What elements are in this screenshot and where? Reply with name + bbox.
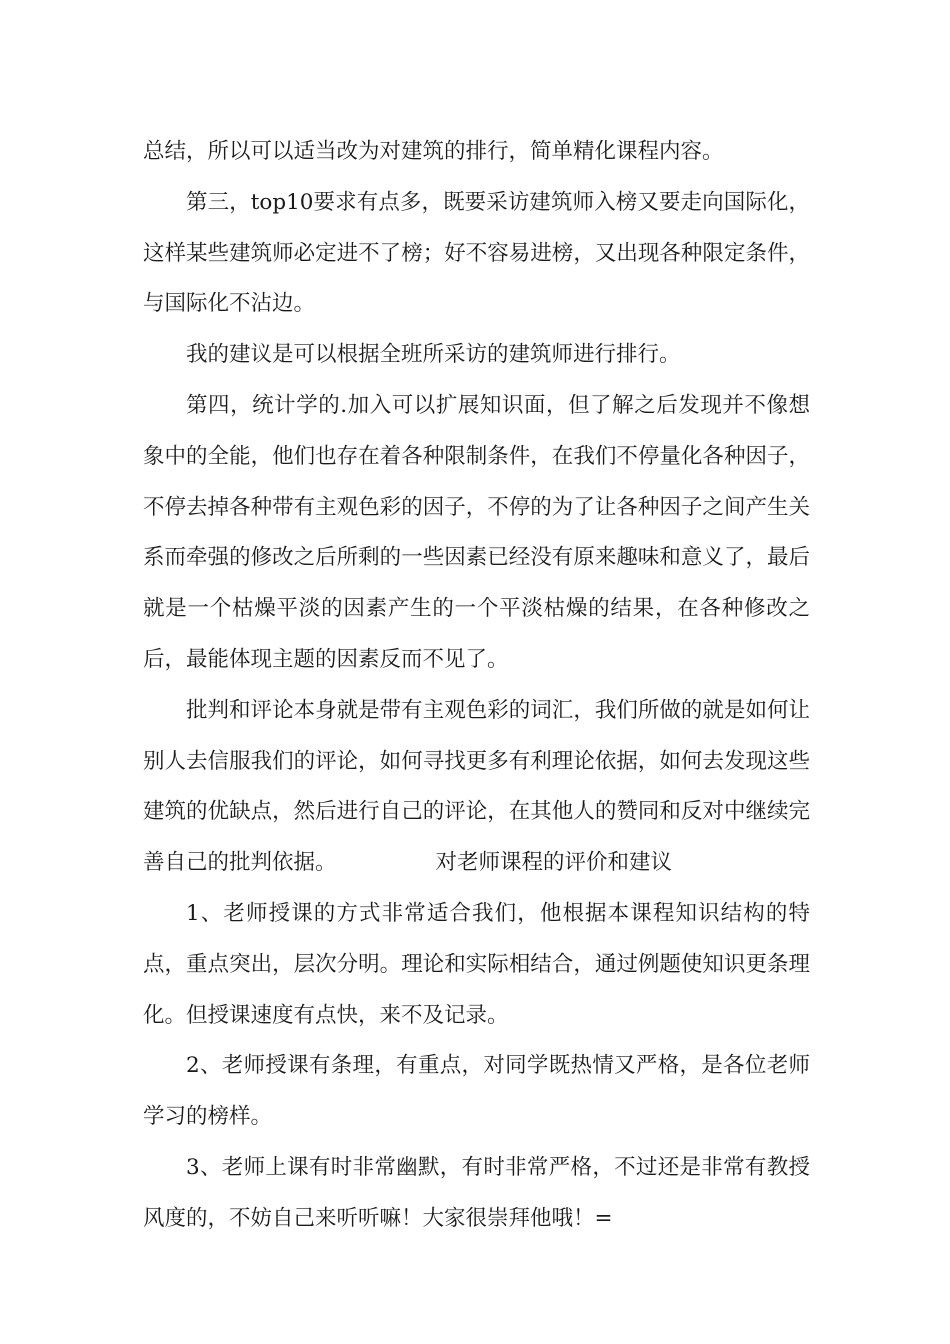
paragraph-criticism [143,686,810,889]
paragraph-text: 我的建议是可以根据全班所采访的建筑师进行排行。 [186,342,681,368]
paragraph-point-four [143,381,810,686]
paragraph-summary-continuation [143,127,810,178]
paragraph-text: 3、老师上课有时非常幽默，有时非常严格，不过还是非常有教授风度的，不妨自己来听听嘛！大家很崇拜他哦！= [143,1154,810,1231]
paragraph-text: 总结，所以可以适当改为对建筑的排行，简单精化课程内容。 [143,139,724,164]
paragraph-text: 1、老师授课的方式非常适合我们，他根据本课程知识结构的特点，重点突出，层次分明。理论和实际相结合，通过例题使知识更条理化。但授课速度有点快，来不及记录。 [143,900,810,1028]
paragraph-suggestion [143,330,810,381]
paragraph-point-three [143,178,810,330]
document-body [143,127,810,1245]
paragraph-comment-one [143,889,810,1041]
section-heading: 对老师课程的评价和建议 [435,850,673,876]
paragraph-text: 2、老师授课有条理，有重点，对同学既热情又严格，是各位老师学习的榜样。 [143,1053,810,1130]
paragraph-comment-two [143,1041,810,1143]
paragraph-text: 批判和评论本身就是带有主观色彩的词汇，我们所做的就是如何让别人去信服我们的评论，如何寻找更多有利理论依据，如何去发现这些建筑的优缺点，然后进行自己的评论，在其他人的赞同和反对中继续完善自己的批判依据。 [143,697,810,876]
paragraph-text: 第三，top10要求有点多，既要采访建筑师入榜又要走向国际化，这样某些建筑师必定进不了榜；好不容易进榜，又出现各种限定条件，与国际化不沾边。 [143,189,810,317]
paragraph-text: 第四，统计学的.加入可以扩展知识面，但了解之后发现并不像想象中的全能，他们也存在着各种限制条件，在我们不停量化各种因子，不停去掉各种带有主观色彩的因子，不停的为了让各种因子之间产生关系而牵强的修改之后所剩的一些因素已经没有原来趣味和意义了，最后就是一个枯燥平淡的因素产生的一个平淡枯燥的结果，在各种修改之后，最能体现主题的因素反而不见了。 [143,392,810,672]
paragraph-comment-three [143,1143,810,1245]
